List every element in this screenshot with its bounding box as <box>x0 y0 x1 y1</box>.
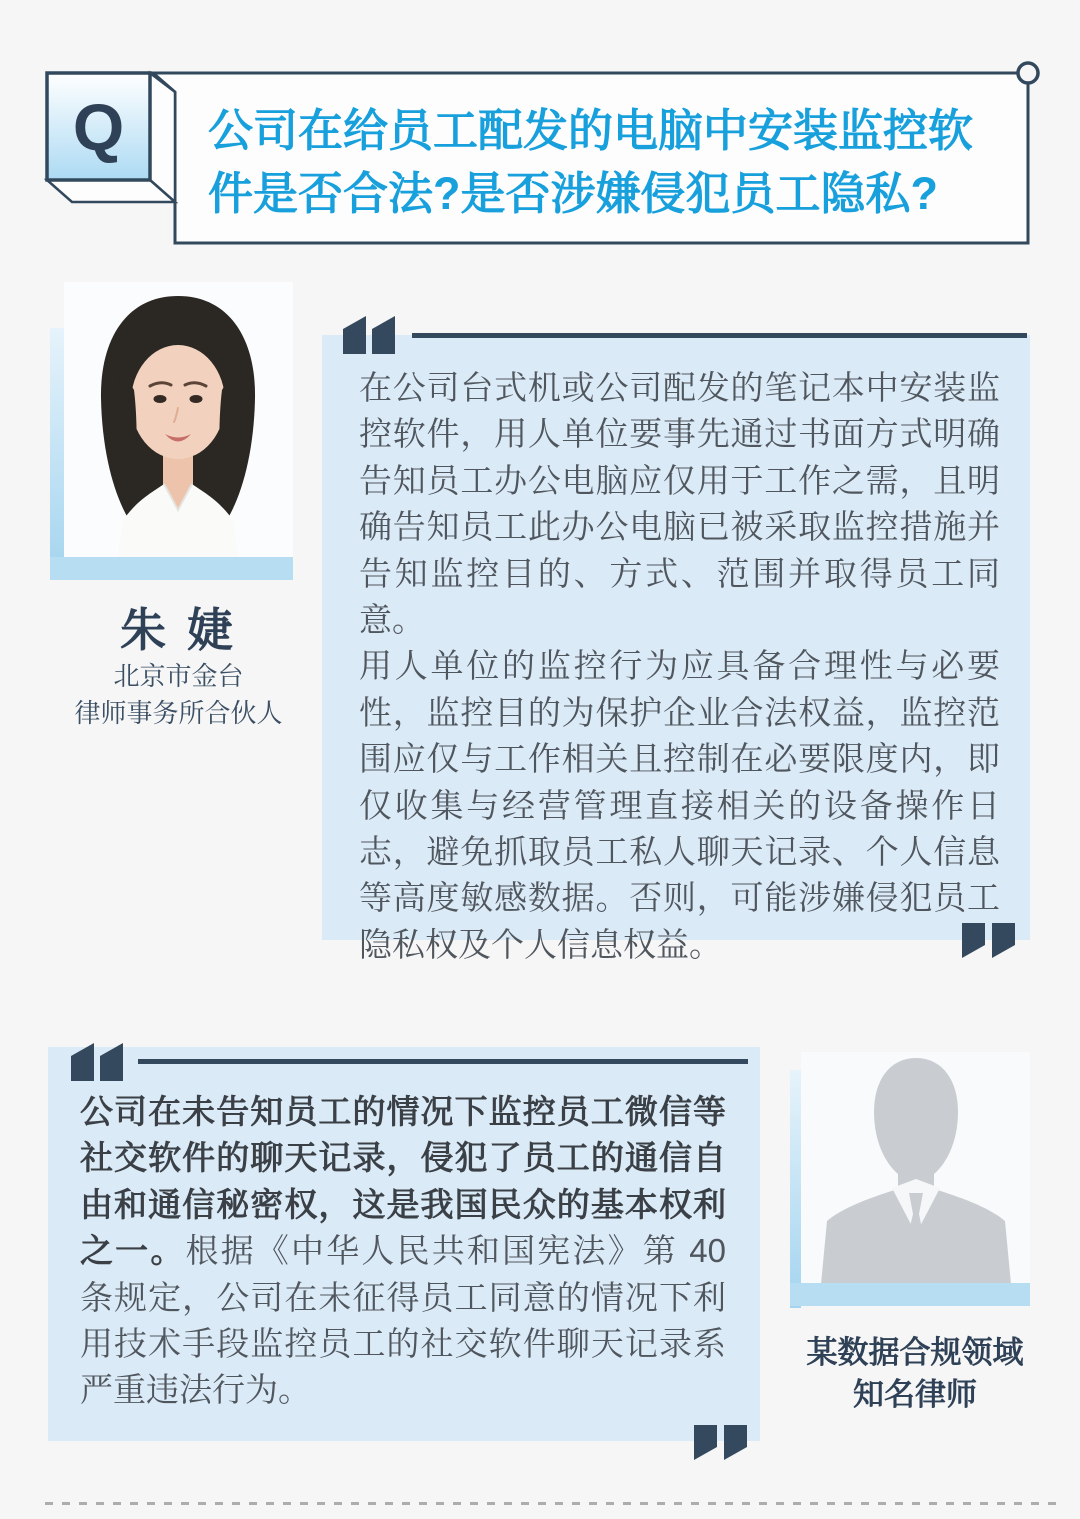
expert-organization <box>40 658 317 732</box>
dashed-divider <box>45 1502 1058 1505</box>
expert-name: 朱 婕 <box>120 604 237 656</box>
expert-org-line1: 北京市金台 <box>113 661 244 691</box>
quote-rule-line <box>412 333 1027 338</box>
page-title: 公司在给员工配发的电脑中安装监控软件是否合法?是否涉嫌侵犯员工隐私? <box>208 105 974 219</box>
quote-paragraph <box>80 1089 726 1414</box>
quote-box-primary <box>322 335 1030 963</box>
anonymous-expert-label <box>795 1332 1035 1416</box>
photo-frame-bar-vertical <box>50 328 64 580</box>
open-quote-icon <box>71 1043 123 1081</box>
open-quote-icon <box>343 316 395 354</box>
photo-frame-bar-vertical <box>790 1070 801 1308</box>
question-mark-badge-letter: Q <box>72 89 125 164</box>
photo-frame-bar-horizontal <box>790 1283 1030 1306</box>
quote-rule-line <box>138 1059 748 1064</box>
quote-text-primary <box>322 335 1030 968</box>
quote-paragraph: 在公司台式机或公司配发的笔记本中安装监控软件，用人单位要事先通过书面方式明确告知员工办公电脑应仅用于工作之需，且明确告知员工此办公电脑已被采取监控措施并告知监控目的、方式、范围并取得员工同意。 <box>359 369 1000 639</box>
quote-paragraph: 用人单位的监控行为应具备合理性与必要性，监控目的为保护企业合法权益，监控范围应仅与工作相关且控制在必要限度内，即仅收集与经营管理直接相关的设备操作日志，避免抓取员工私人聊天记录、个人信息等高度敏感数据。否则，可能涉嫌侵犯员工隐私权及个人信息权益。 <box>359 647 1000 963</box>
expert-org-line2: 律师事务所合伙人 <box>74 698 283 728</box>
anonymous-lawyer-silhouette <box>801 1052 1030 1284</box>
lawyer-photo <box>64 282 293 559</box>
close-quote-icon <box>962 923 1015 958</box>
anonymous-label-line2: 知名律师 <box>853 1377 977 1412</box>
photo-frame-bar-horizontal <box>50 557 293 580</box>
quote-regular: 根据《中华人民共和国宪法》第 40 条规定，公司在未征得员工同意的情况下利用技术手段监控员工的社交软件聊天记录系严重违法行为。 <box>80 1232 727 1409</box>
quote-emphasis: 公司在未告知员工的情况下监控员工微信等社交软件的聊天记录，侵犯了员工的通信自由和通信秘密权，这是我国民众的基本权利之一。 <box>80 1093 726 1270</box>
close-quote-icon <box>694 1425 747 1460</box>
quote-text-anonymous <box>48 1047 760 1414</box>
corner-pin-icon <box>1018 63 1038 83</box>
anonymous-label-line1: 某数据合规领域 <box>806 1335 1024 1370</box>
quote-box-anonymous <box>48 1047 760 1441</box>
